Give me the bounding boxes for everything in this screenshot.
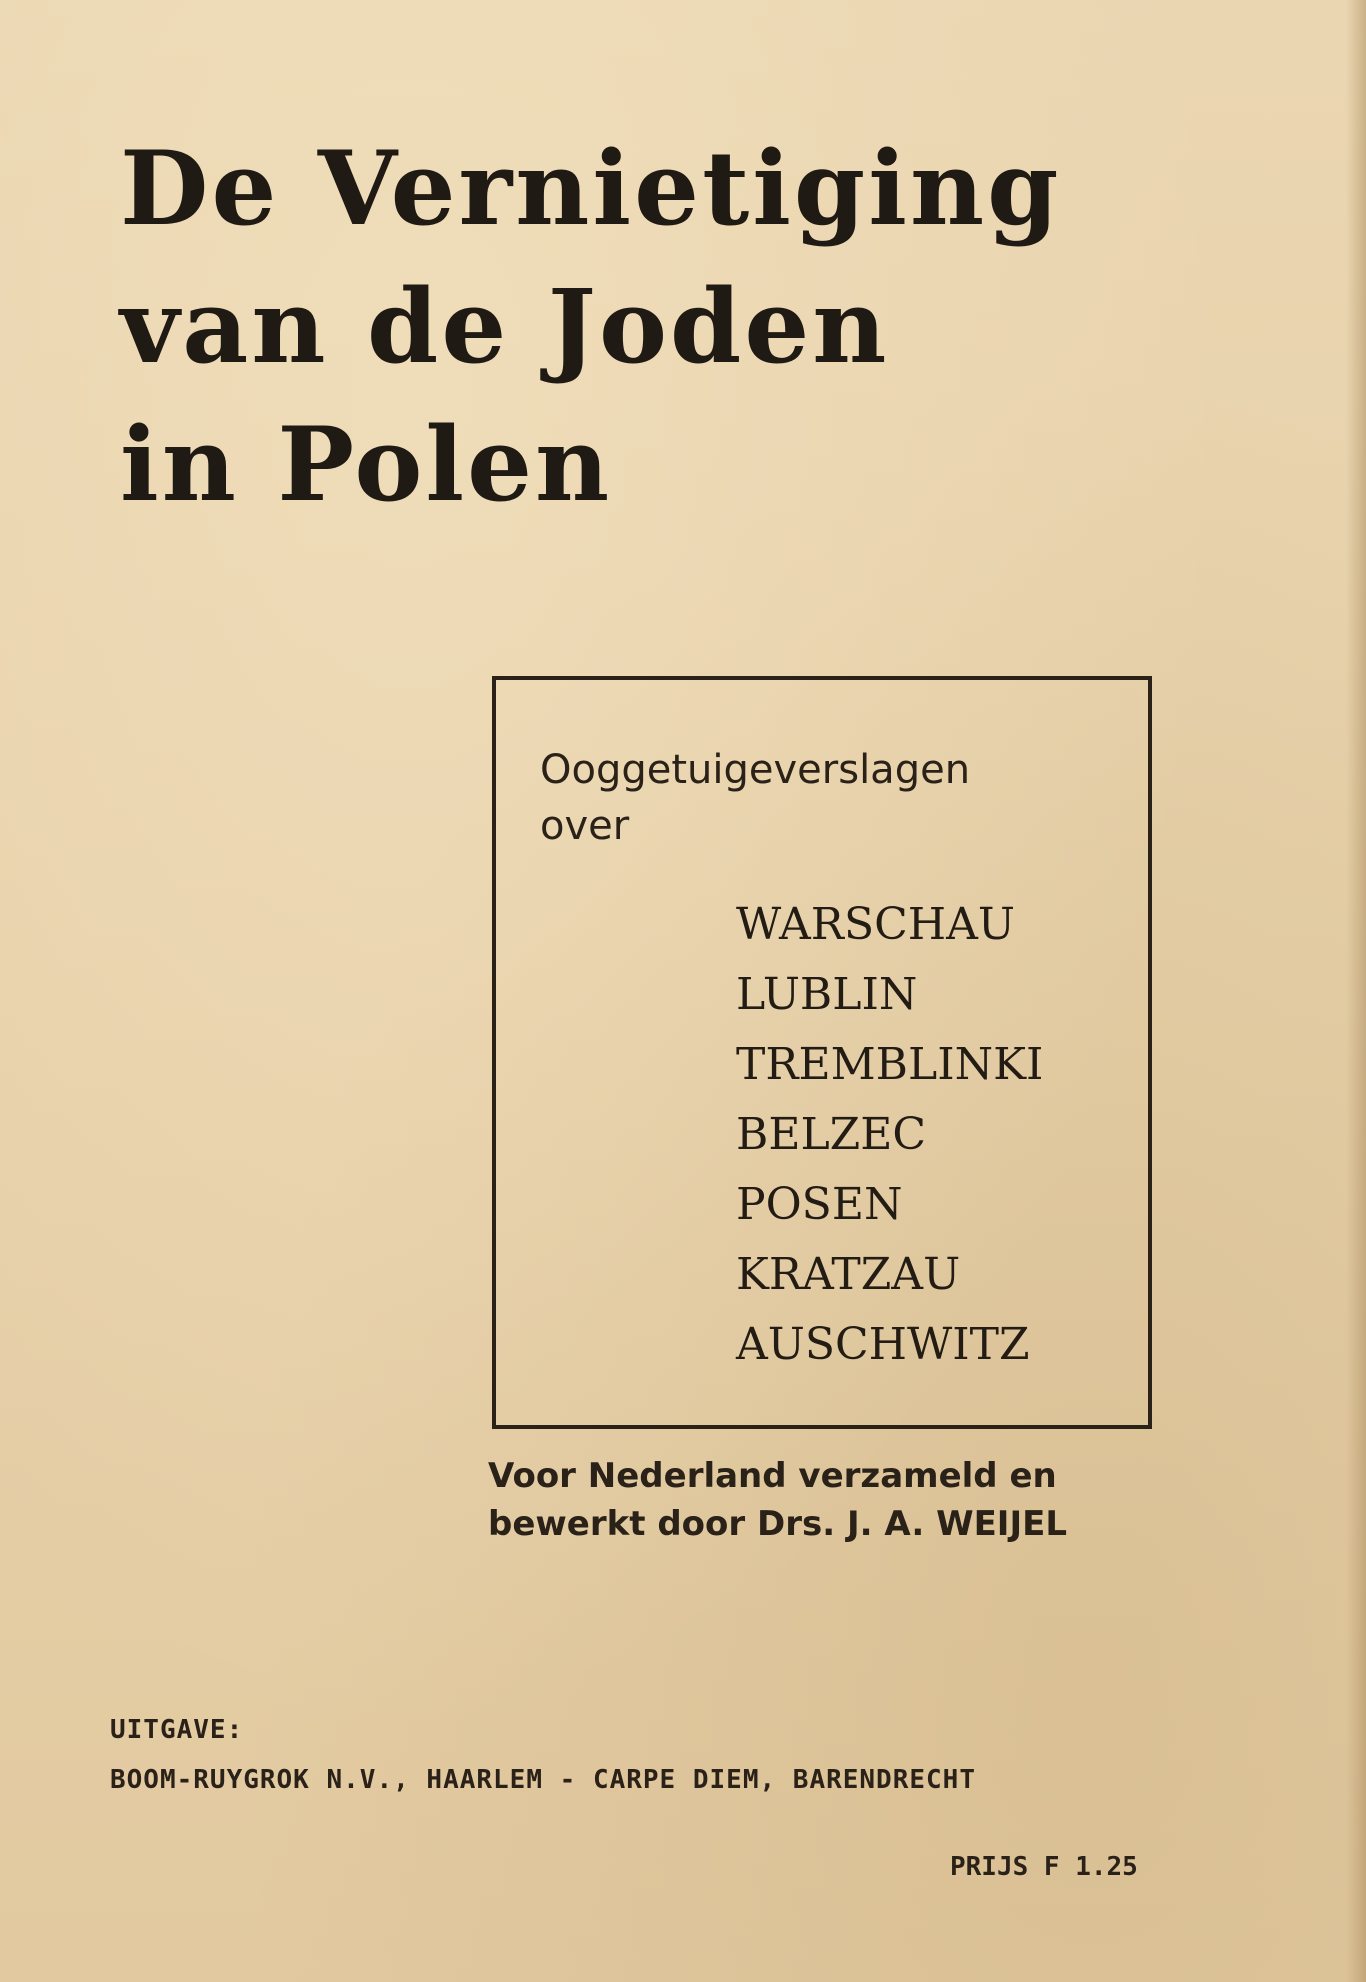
page-edge-shadow	[1346, 0, 1366, 1982]
publisher-block	[110, 1705, 976, 1805]
city-item: WARSCHAU	[736, 899, 1015, 950]
credit-line-1: Voor Nederland verzameld en	[488, 1456, 1057, 1496]
city-item: POSEN	[736, 1179, 903, 1230]
city-item: BELZEC	[736, 1109, 927, 1160]
city-item: AUSCHWITZ	[736, 1319, 1030, 1370]
subtitle	[540, 742, 970, 854]
book-title	[120, 120, 1061, 534]
title-line-1: De Vernietiging	[120, 129, 1062, 249]
title-line-3: in Polen	[120, 405, 613, 525]
price-label: PRIJS F 1.25	[950, 1852, 1138, 1882]
title-line-2: van de Joden	[120, 267, 890, 387]
city-item: KRATZAU	[736, 1249, 961, 1300]
credit-line-2: bewerkt door Drs. J. A. WEIJEL	[488, 1504, 1067, 1544]
subtitle-line-1: Ooggetuigeverslagen	[540, 747, 971, 793]
city-item: LUBLIN	[736, 969, 918, 1020]
editor-credit	[488, 1452, 1067, 1548]
publisher-names: BOOM-RUYGROK N.V., HAARLEM - CARPE DIEM, BARENDRECHT	[110, 1765, 976, 1795]
city-item: TREMBLINKI	[736, 1039, 1044, 1090]
subtitle-line-2: over	[540, 803, 630, 849]
publisher-label: UITGAVE:	[110, 1715, 244, 1745]
city-list	[736, 890, 1043, 1380]
contents-frame	[492, 676, 1152, 1429]
